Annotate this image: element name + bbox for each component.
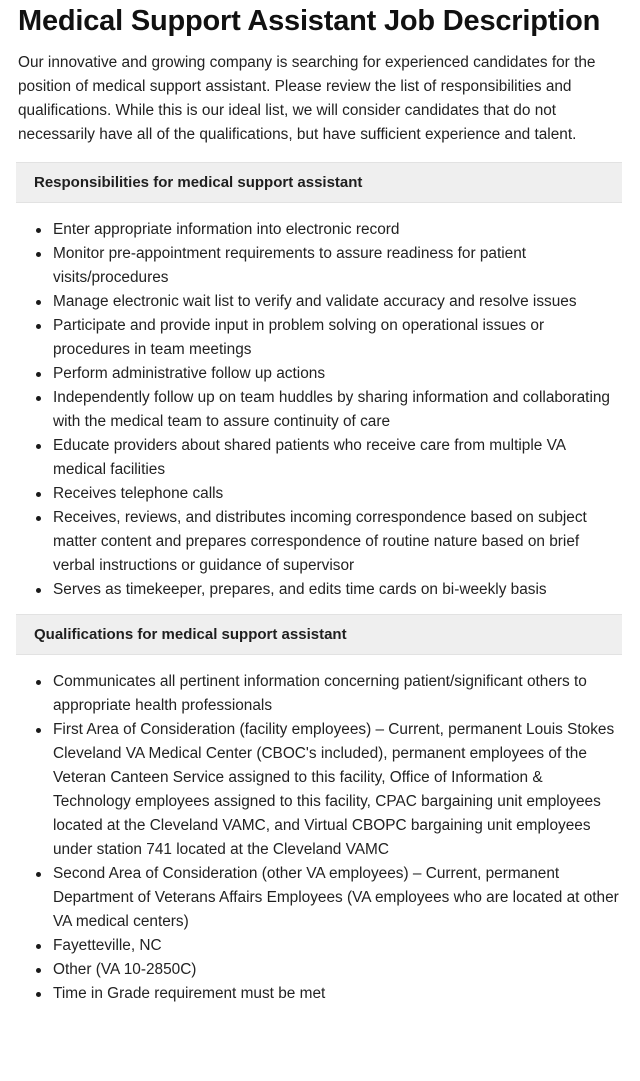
list-item: Manage electronic wait list to verify and validate accuracy and resolve issues <box>53 290 622 314</box>
list-item: Perform administrative follow up actions <box>53 362 622 386</box>
list-item: Receives telephone calls <box>53 482 622 506</box>
list-item: Other (VA 10-2850C) <box>53 958 622 982</box>
list-item: Enter appropriate information into electronic record <box>53 218 622 242</box>
list-item: Participate and provide input in problem solving on operational issues or procedures in team meetings <box>53 314 622 362</box>
list-item: Second Area of Consideration (other VA employees) – Current, permanent Department of Veterans Affairs Employees (VA employees who are located at other VA medical centers) <box>53 862 622 934</box>
list-item: Monitor pre-appointment requirements to assure readiness for patient visits/procedures <box>53 242 622 290</box>
responsibilities-heading: Responsibilities for medical support assistant <box>16 162 622 203</box>
list-item: Independently follow up on team huddles by sharing information and collaborating with the medical team to assure continuity of care <box>53 386 622 434</box>
page-title: Medical Support Assistant Job Description <box>18 5 601 37</box>
list-item: Receives, reviews, and distributes incoming correspondence based on subject matter content and prepares correspondence of routine nature based on brief verbal instructions or guidance of supervisor <box>53 506 622 578</box>
list-item: First Area of Consideration (facility employees) – Current, permanent Louis Stokes Cleveland VA Medical Center (CBOC's included), permanent employees of the Veteran Canteen Service assigned to this facility, Office of Information & Technology employees assigned to this facility, CPAC bargaining unit employees located at the Cleveland VAMC, and Virtual CBOPC bargaining unit employees under station 741 located at the Cleveland VAMC <box>53 718 622 862</box>
responsibilities-list <box>18 218 622 602</box>
list-item: Fayetteville, NC <box>53 934 622 958</box>
intro-paragraph: Our innovative and growing company is searching for experienced candidates for the position of medical support assistant. Please review the list of responsibilities and qualifications. While this is our ideal list, we will consider candidates that do not necessarily have all of the qualifications, but have sufficient experience and talent. <box>18 54 596 143</box>
qualifications-heading: Qualifications for medical support assistant <box>16 614 622 655</box>
list-item: Serves as timekeeper, prepares, and edits time cards on bi-weekly basis <box>53 578 622 602</box>
list-item: Time in Grade requirement must be met <box>53 982 622 1006</box>
qualifications-list <box>18 670 622 1006</box>
list-item: Educate providers about shared patients who receive care from multiple VA medical facilities <box>53 434 622 482</box>
list-item: Communicates all pertinent information concerning patient/significant others to appropriate health professionals <box>53 670 622 718</box>
